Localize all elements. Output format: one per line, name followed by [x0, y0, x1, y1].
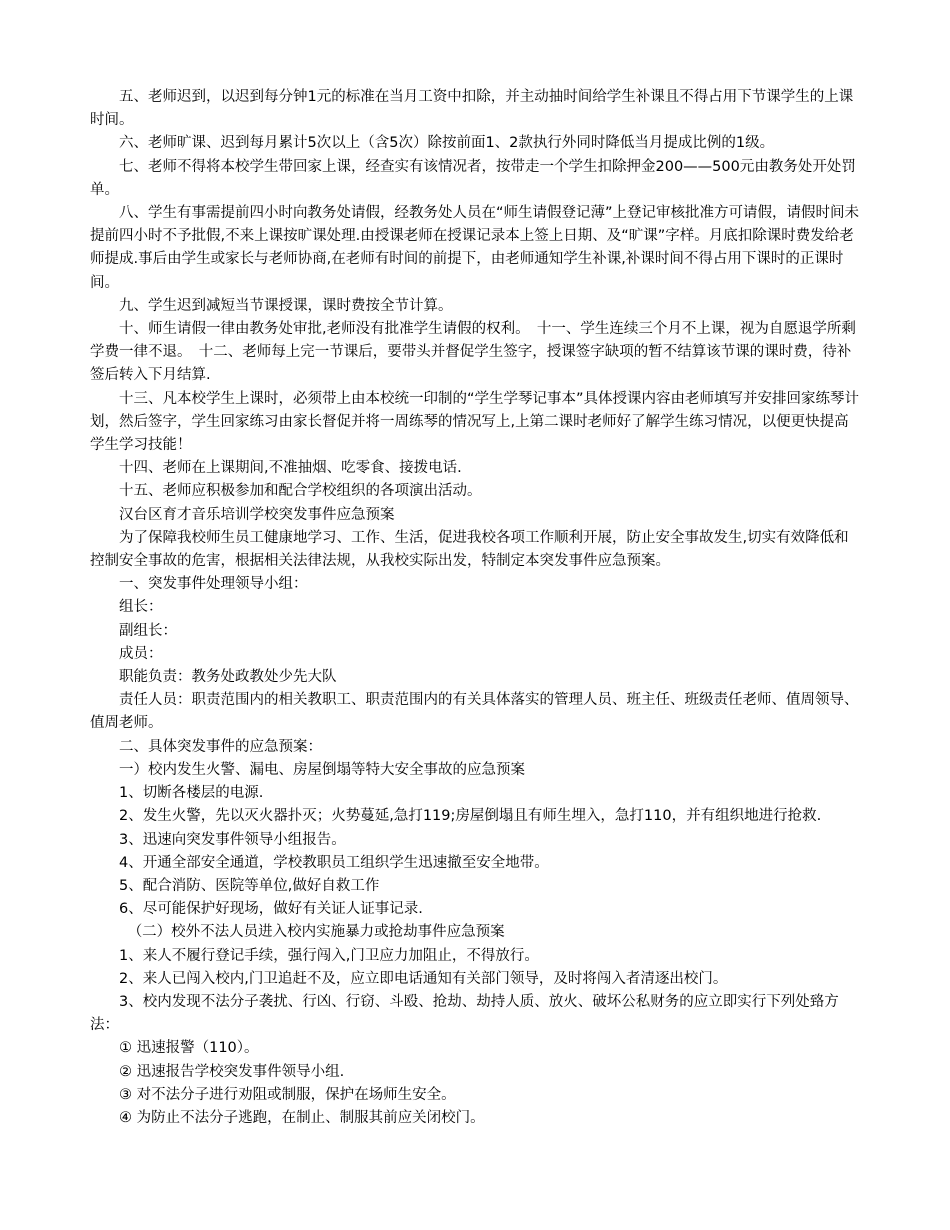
list-item: 3、迅速向突发事件领导小组报告。	[119, 831, 346, 848]
subheading-fire-plan: 一）校内发生火警、漏电、房屋倒塌等特大安全事故的应急预案	[119, 761, 525, 778]
list-item: ② 迅速报告学校突发事件领导小组.	[119, 1063, 345, 1080]
list-item: 4、开通全部安全通道，学校教职员工组织学生迅速撤至安全地带。	[119, 854, 549, 871]
list-item: 5、配合消防、医院等单位,做好自救工作	[119, 877, 380, 894]
paragraph-rule-14: 十四、老师在上课期间,不准抽烟、吃零食、接拨电话.	[119, 460, 462, 477]
responsible-persons-field: 责任人员：职责范围内的相关教职工、职责范围内的有关具体落实的管理人员、班主任、班级责任老师、值周领导、值周老师。	[90, 692, 859, 732]
paragraph-intro: 为了保障我校师生员工健康地学习、工作、生活，促进我校各项工作顺利开展，防止安全事故发生,切实有效降低和控制安全事故的危害，根据相关法律法规，从我校实际出发，特制定本突发事件应急预案。	[90, 529, 849, 570]
paragraph-rule-5: 五、老师迟到，以迟到每分钟1元的标准在当月工资中扣除，并主动抽时间给学生补课且不得占用下节课学生的上课时间。	[90, 89, 854, 129]
list-item: ① 迅速报警（110）。	[119, 1040, 259, 1057]
responsibility-field: 职能负责：教务处政教处少先大队	[119, 669, 337, 686]
paragraph-rule-7: 七、老师不得将本校学生带回家上课，经查实有该情况者，按带走一个学生扣除押金200——500元由教务处开处罚单。	[90, 158, 856, 198]
paragraph-rule-13: 十三、凡本校学生上课时，必须带上由本校统一印制的“学生学琴记事本”具体授课内容由老师填写并安排回家练琴计划，然后签字，学生回家练习由家长督促并将一周练琴的情况写上,上第二课时老师好了解学生练习情况，以便更快提高学生学习技能！	[90, 390, 860, 454]
list-item: 1、来人不履行登记手续，强行闯入,门卫应力加阻止，不得放行。	[119, 947, 539, 964]
list-item: 6、尽可能保护好现场，做好有关证人证事记录.	[119, 901, 423, 918]
list-item: 2、来人已闯入校内,门卫追赶不及，应立即电话通知有关部门领导，及时将闯入者清逐出校门。	[119, 970, 728, 987]
paragraph-rule-15: 十五、老师应积极参加和配合学校组织的各项演出活动。	[119, 483, 482, 500]
list-item: 1、切断各楼层的电源.	[119, 785, 264, 802]
list-item: ③ 对不法分子进行劝阻或制服，保护在场师生安全。	[119, 1086, 456, 1103]
section-title: 汉台区育才音乐培训学校突发事件应急预案	[119, 506, 395, 523]
list-item: 2、发生火警，先以灭火器扑灭；火势蔓延,急打119;房屋倒塌且有师生埋入，急打110，并有组织地进行抢救.	[119, 808, 822, 825]
deputy-leader-field: 副组长：	[119, 622, 177, 639]
document-body	[90, 86, 862, 1130]
paragraph-rule-9: 九、学生迟到减短当节课授课，课时费按全节计算。	[119, 297, 453, 314]
subheading-intruder-plan: （二）校外不法人员进入校内实施暴力或抢劫事件应急预案	[127, 924, 505, 941]
heading-emergency-plans: 二、具体突发事件的应急预案：	[119, 738, 322, 755]
list-item: 3、校内发现不法分子袭扰、行凶、行窃、斗殴、抢劫、劫持人质、放火、破坏公私财务的应立即实行下列处臵方法：	[90, 993, 839, 1034]
list-item: ④ 为防止不法分子逃跑，在制止、制服其前应关闭校门。	[119, 1109, 485, 1126]
members-field: 成员：	[119, 645, 163, 662]
paragraph-rule-6: 六、老师旷课、迟到每月累计5次以上（含5次）除按前面1、2款执行外同时降低当月提成比例的1级。	[119, 135, 775, 152]
heading-leadership-group: 一、突发事件处理领导小组：	[119, 576, 308, 593]
paragraph-rule-8: 八、学生有事需提前四小时向教务处请假，经教务处人员在“师生请假登记薄”上登记审核批准方可请假，请假时间未提前四小时不予批假,不来上课按旷课处理.由授课老师在授课记录本上签上日期、及“旷课”字样。月底扣除课时费发给老师提成.事后由学生或家长与老师协商,在老师有时间的前提下，由老师通知学生补课,补课时间不得占用下课时的正课时间。	[90, 205, 860, 291]
group-leader-field: 组长：	[119, 599, 163, 616]
paragraph-rule-10-12: 十、师生请假一律由教务处审批,老师没有批准学生请假的权利。 十一、学生连续三个月不上课，视为自愿退学所剩学费一律不退。 十二、老师每上完一节课后，要带头并督促学生签字，授课签字缺项的暂不结算该节课的课时费，待补签后转入下月结算.	[90, 321, 856, 384]
